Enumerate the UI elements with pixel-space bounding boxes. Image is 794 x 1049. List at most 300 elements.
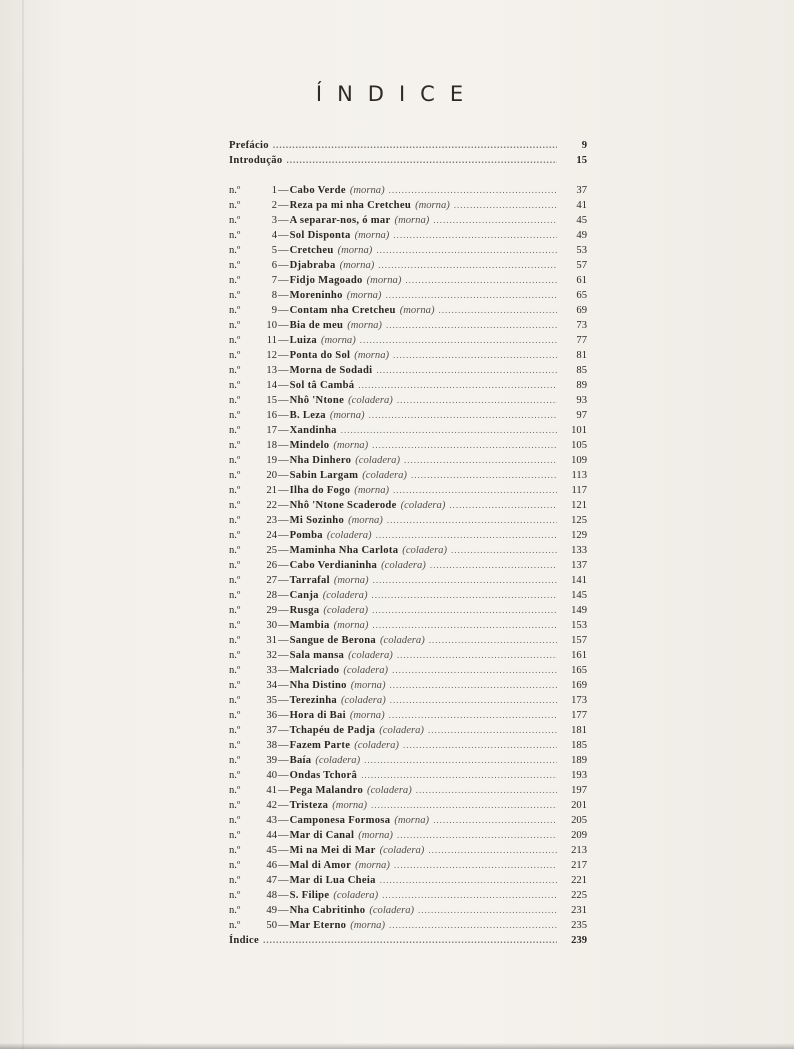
em-dash: — [278, 815, 289, 826]
em-dash: — [278, 770, 289, 781]
toc-index-number: 31 [266, 635, 277, 646]
toc-genre: (morna) [350, 680, 386, 691]
em-dash: — [278, 560, 289, 571]
toc-page-number: 173 [571, 695, 587, 706]
toc-row [229, 425, 587, 440]
leader-dots [429, 635, 557, 645]
em-dash: — [278, 710, 289, 721]
page-fold-shadow [22, 0, 24, 1049]
toc-number-prefix: n.º [229, 215, 241, 226]
toc-number-prefix: n.º [229, 560, 241, 571]
toc-genre: (morna) [394, 815, 430, 826]
toc-row [229, 920, 587, 935]
toc-index-number: 32 [266, 650, 277, 661]
leader-dots [393, 230, 557, 240]
toc-number-prefix: n.º [229, 755, 241, 766]
leader-dots [364, 755, 557, 765]
toc-entry-title: Tarrafal [289, 575, 330, 586]
toc-page-number: 37 [576, 185, 587, 196]
em-dash: — [278, 800, 289, 811]
leader-dots [389, 185, 557, 195]
toc-page-number: 121 [571, 500, 587, 511]
em-dash: — [278, 290, 289, 301]
toc-index-number: 1 [271, 185, 277, 196]
leader-dots [361, 770, 557, 780]
toc-genre: (morna) [348, 515, 383, 526]
em-dash: — [278, 260, 289, 271]
toc-entry-title: B. Leza [289, 410, 326, 421]
toc-index-number: 26 [266, 560, 277, 571]
toc-genre: (morna) [354, 230, 390, 241]
toc-number-prefix: n.º [229, 485, 241, 496]
toc-index-number: 45 [266, 845, 277, 856]
toc-genre: (coladera) [315, 755, 361, 766]
toc-genre: (coladera) [369, 905, 415, 916]
em-dash: — [278, 275, 289, 286]
em-dash: — [278, 665, 289, 676]
em-dash: — [278, 230, 289, 241]
toc-number-prefix: n.º [229, 530, 241, 541]
toc-row [229, 275, 587, 290]
toc-entry-title: Fidjo Magoado [289, 275, 363, 286]
toc-entry-title: Moreninho [289, 290, 343, 301]
em-dash: — [278, 620, 289, 631]
leader-dots [438, 305, 557, 315]
em-dash: — [278, 350, 289, 361]
toc-number-prefix: n.º [229, 335, 241, 346]
toc-entry-title: Cabo Verdianinha [289, 560, 378, 571]
toc-page-number: 225 [571, 890, 587, 901]
toc-entry-title: Nha Dinhero [289, 455, 352, 466]
toc-row [229, 725, 587, 740]
em-dash: — [278, 695, 289, 706]
toc-genre: (morna) [358, 830, 393, 841]
toc-entry-title: Sabin Largam [289, 470, 359, 481]
toc-number-prefix: n.º [229, 725, 241, 736]
leader-dots [387, 515, 557, 525]
em-dash: — [278, 185, 289, 196]
toc-index-number: 24 [266, 530, 277, 541]
leader-dots [404, 455, 557, 465]
toc-page-number: 73 [576, 320, 587, 331]
toc-row-front [229, 155, 587, 170]
toc-genre: (coladera) [323, 605, 369, 616]
toc-entry-title: Maminha Nha Carlota [289, 545, 399, 556]
toc-row [229, 515, 587, 530]
toc-index-number: 41 [266, 785, 277, 796]
toc-entry-title: Luiza [289, 335, 317, 346]
toc-index-number: 39 [266, 755, 277, 766]
toc-genre: (coladera) [380, 635, 425, 646]
toc-page-number: 109 [571, 455, 587, 466]
toc-page-number: 177 [571, 710, 587, 721]
toc-number-prefix: n.º [229, 395, 241, 406]
toc-genre: (morna) [394, 215, 430, 226]
leader-dots [397, 830, 557, 840]
toc-entry-title: Tristeza [289, 800, 329, 811]
toc-entry-title: Baía [289, 755, 312, 766]
toc-number-prefix: n.º [229, 695, 241, 706]
em-dash: — [278, 755, 289, 766]
toc-index-number: 44 [266, 830, 277, 841]
toc-page-number: 137 [571, 560, 587, 571]
toc-row [229, 680, 587, 695]
toc-page-number: 61 [576, 275, 587, 286]
toc-row [229, 815, 587, 830]
toc-row [229, 500, 587, 515]
em-dash: — [278, 530, 289, 541]
toc-page-number: 45 [576, 215, 587, 226]
toc-number-prefix: n.º [229, 620, 241, 631]
toc-genre: (morna) [349, 710, 385, 721]
toc-row [229, 260, 587, 275]
toc-number-prefix: n.º [229, 575, 241, 586]
toc-index-number: 38 [266, 740, 277, 751]
toc-entry-title: Reza pa mi nha Cretcheu [289, 200, 412, 211]
toc-index-number: 43 [266, 815, 277, 826]
toc-number-prefix: n.º [229, 200, 241, 211]
toc-genre: (morna) [350, 920, 385, 931]
toc-row [229, 695, 587, 710]
toc-page-number: 141 [571, 575, 587, 586]
toc-page-number: 221 [571, 875, 587, 886]
toc-row [229, 215, 587, 230]
toc-genre: (coladera) [367, 785, 412, 796]
toc-row [229, 785, 587, 800]
toc-page-number: 113 [571, 470, 587, 481]
toc-entry-title: Canja [289, 590, 319, 601]
toc-genre: (morna) [349, 185, 385, 196]
toc-genre: (morna) [333, 575, 369, 586]
toc-row [229, 560, 587, 575]
toc-number-prefix: n.º [229, 185, 241, 196]
toc-row-back [229, 935, 587, 950]
toc-row [229, 755, 587, 770]
toc-number-prefix: n.º [229, 470, 241, 481]
em-dash: — [278, 500, 289, 511]
toc-row [229, 830, 587, 845]
toc-index-number: 22 [266, 500, 277, 511]
section-gap [229, 170, 587, 185]
em-dash: — [278, 635, 289, 646]
leader-dots [428, 725, 557, 735]
toc-entry-title: Mi Sozinho [289, 515, 345, 526]
toc-entry-title: Prefácio [229, 140, 269, 151]
toc-index-number: 48 [266, 890, 277, 901]
toc-index-number: 14 [266, 380, 277, 391]
toc-entry-title: Bia de meu [289, 320, 344, 331]
toc-row [229, 665, 587, 680]
toc-entry-title: Pega Malandro [289, 785, 364, 796]
toc-number-prefix: n.º [229, 425, 241, 436]
toc-index-number: 30 [266, 620, 277, 631]
toc-entry-title: Nha Cabritinho [289, 905, 366, 916]
toc-entry-title: Pomba [289, 530, 323, 541]
em-dash: — [278, 920, 289, 931]
leader-dots [418, 905, 557, 915]
toc-genre: (morna) [333, 620, 369, 631]
toc-number-prefix: n.º [229, 665, 241, 676]
toc-page-number: 15 [576, 155, 587, 166]
toc-entry-title: Contam nha Cretcheu [289, 305, 396, 316]
toc-page-number: 145 [571, 590, 587, 601]
toc-index-number: 4 [271, 230, 277, 241]
toc-number-prefix: n.º [229, 365, 241, 376]
leader-dots [433, 215, 557, 225]
toc-index-number: 29 [266, 605, 277, 616]
toc-number-prefix: n.º [229, 905, 241, 916]
toc-entry-title: Cabo Verde [289, 185, 346, 196]
toc-index-number: 37 [266, 725, 277, 736]
leader-dots [341, 425, 557, 435]
toc-entry-title: Morna de Sodadi [289, 365, 373, 376]
leader-dots [376, 365, 557, 375]
toc-page-number: 93 [576, 395, 587, 406]
toc-row [229, 305, 587, 320]
toc-row [229, 365, 587, 380]
toc-index-number: 13 [266, 365, 277, 376]
toc-number-prefix: n.º [229, 860, 241, 871]
toc-entry-title: Fazem Parte [289, 740, 351, 751]
toc-index-number: 49 [266, 905, 277, 916]
toc-page-number: 217 [571, 860, 587, 871]
toc-index-number: 18 [266, 440, 277, 451]
leader-dots [358, 380, 557, 390]
toc-number-prefix: n.º [229, 875, 241, 886]
toc-number-prefix: n.º [229, 410, 241, 421]
toc-index-number: 7 [271, 275, 277, 286]
toc-row [229, 485, 587, 500]
leader-dots [369, 410, 557, 420]
toc-number-prefix: n.º [229, 500, 241, 511]
leader-dots [380, 875, 557, 885]
toc-page-number: 165 [571, 665, 587, 676]
toc-number-prefix: n.º [229, 380, 241, 391]
toc-row [229, 605, 587, 620]
toc-genre: (morna) [399, 305, 435, 316]
toc-genre: (coladera) [379, 725, 424, 736]
em-dash: — [278, 365, 289, 376]
toc-page-number: 193 [571, 770, 587, 781]
toc-genre: (coladera) [362, 470, 407, 481]
toc-number-prefix: n.º [229, 320, 241, 331]
toc-page-number: 205 [571, 815, 587, 826]
toc-index-number: 28 [266, 590, 277, 601]
toc-genre: (morna) [329, 410, 365, 421]
toc-page-number: 9 [581, 140, 587, 151]
toc-page-number: 77 [576, 335, 587, 346]
song-list [229, 185, 587, 935]
toc-index-number: 25 [266, 545, 277, 556]
toc-index-number: 16 [266, 410, 277, 421]
toc-row [229, 350, 587, 365]
toc-genre: (coladera) [343, 665, 389, 676]
em-dash: — [278, 380, 289, 391]
toc-entry-title: Mindelo [289, 440, 330, 451]
toc-index-number: 47 [266, 875, 277, 886]
toc-entry-title: Tchapéu de Padja [289, 725, 376, 736]
toc-index-number: 12 [266, 350, 277, 361]
toc-number-prefix: n.º [229, 275, 241, 286]
em-dash: — [278, 515, 289, 526]
em-dash: — [278, 785, 289, 796]
em-dash: — [278, 680, 289, 691]
toc-row [229, 320, 587, 335]
em-dash: — [278, 875, 289, 886]
toc-entry-title: Nha Distino [289, 680, 347, 691]
em-dash: — [278, 440, 289, 451]
toc-entry-title: Ponta do Sol [289, 350, 351, 361]
toc-index-number: 6 [271, 260, 277, 271]
toc-entry-title: Sala mansa [289, 650, 345, 661]
toc-entry-title: Hora di Bai [289, 710, 346, 721]
toc-row [229, 230, 587, 245]
toc-row [229, 635, 587, 650]
em-dash: — [278, 905, 289, 916]
toc-row [229, 620, 587, 635]
leader-dots [393, 485, 557, 495]
toc-genre: (morna) [332, 800, 368, 811]
toc-number-prefix: n.º [229, 590, 241, 601]
toc-row [229, 575, 587, 590]
toc-genre: (morna) [339, 260, 375, 271]
leader-dots [433, 815, 557, 825]
toc-number-prefix: n.º [229, 440, 241, 451]
toc-page-number: 81 [576, 350, 587, 361]
toc-number-prefix: n.º [229, 350, 241, 361]
toc-row [229, 650, 587, 665]
toc-index-number: 3 [271, 215, 277, 226]
toc-index-number: 46 [266, 860, 277, 871]
leader-dots [382, 890, 557, 900]
toc-row [229, 800, 587, 815]
toc-index-number: 27 [266, 575, 277, 586]
toc-index-number: 36 [266, 710, 277, 721]
toc-page-number: 57 [576, 260, 587, 271]
toc-entry-title: Ondas Tchorâ [289, 770, 358, 781]
em-dash: — [278, 740, 289, 751]
toc-index-number: 40 [266, 770, 277, 781]
toc-genre: (morna) [321, 335, 356, 346]
toc-row [229, 860, 587, 875]
em-dash: — [278, 470, 289, 481]
toc-entry-title: Índice [229, 935, 260, 946]
toc-entry-title: Mi na Mei di Mar [289, 845, 376, 856]
toc-genre: (morna) [366, 275, 402, 286]
toc-genre: (morna) [347, 320, 382, 331]
toc-entry-title: Nhô 'Ntone Scaderode [289, 500, 397, 511]
toc-index-number: 50 [266, 920, 277, 931]
toc-row [229, 545, 587, 560]
toc-entry-title: Cretcheu [289, 245, 334, 256]
toc-number-prefix: n.º [229, 800, 241, 811]
toc-row [229, 410, 587, 425]
toc-number-prefix: n.º [229, 710, 241, 721]
leader-dots [371, 590, 557, 600]
toc-index-number: 33 [266, 665, 277, 676]
em-dash: — [278, 725, 289, 736]
toc-page-number: 201 [571, 800, 587, 811]
toc-row [229, 710, 587, 725]
toc-index-number: 5 [271, 245, 277, 256]
table-of-contents [229, 140, 587, 950]
toc-row [229, 335, 587, 350]
toc-row [229, 290, 587, 305]
toc-page-number: 133 [571, 545, 587, 556]
toc-number-prefix: n.º [229, 650, 241, 661]
toc-genre: (coladera) [381, 560, 426, 571]
toc-entry-title: S. Filipe [289, 890, 330, 901]
leader-dots [376, 245, 557, 255]
toc-genre: (morna) [355, 860, 390, 871]
toc-row [229, 455, 587, 470]
toc-page-number: 185 [571, 740, 587, 751]
toc-row [229, 200, 587, 215]
toc-page-number: 239 [571, 935, 587, 946]
toc-entry-title: Sangue de Berona [289, 635, 377, 646]
toc-index-number: 11 [266, 335, 277, 346]
toc-number-prefix: n.º [229, 290, 241, 301]
toc-number-prefix: n.º [229, 785, 241, 796]
em-dash: — [278, 305, 289, 316]
toc-entry-title: Mar di Canal [289, 830, 355, 841]
toc-entry-title: Sol tâ Cambá [289, 380, 355, 391]
leader-dots [393, 350, 557, 360]
toc-row [229, 740, 587, 755]
toc-row [229, 395, 587, 410]
toc-page-number: 97 [576, 410, 587, 421]
toc-row [229, 845, 587, 860]
em-dash: — [278, 830, 289, 841]
toc-number-prefix: n.º [229, 260, 241, 271]
leader-dots [430, 560, 557, 570]
toc-page-number: 85 [576, 365, 587, 376]
toc-row [229, 185, 587, 200]
toc-genre: (coladera) [379, 845, 425, 856]
page-bottom-edge [0, 1043, 794, 1049]
toc-number-prefix: n.º [229, 455, 241, 466]
toc-row [229, 470, 587, 485]
toc-row [229, 590, 587, 605]
toc-page-number: 125 [571, 515, 587, 526]
toc-entry-title: Xandinha [289, 425, 337, 436]
toc-page-number: 65 [576, 290, 587, 301]
leader-dots [416, 785, 557, 795]
toc-number-prefix: n.º [229, 515, 241, 526]
toc-genre: (morna) [354, 350, 390, 361]
toc-row [229, 380, 587, 395]
toc-page-number: 169 [571, 680, 587, 691]
leader-dots [394, 860, 557, 870]
leader-dots [390, 680, 558, 690]
toc-genre: (coladera) [333, 890, 379, 901]
toc-index-number: 34 [266, 680, 277, 691]
leader-dots [428, 845, 557, 855]
toc-page-number: 149 [571, 605, 587, 616]
toc-genre: (morna) [333, 440, 369, 451]
toc-entry-title: Mambia [289, 620, 330, 631]
leader-dots [389, 710, 557, 720]
toc-genre: (coladera) [402, 545, 448, 556]
leader-dots [263, 935, 557, 945]
toc-number-prefix: n.º [229, 230, 241, 241]
leader-dots [411, 470, 557, 480]
em-dash: — [278, 575, 289, 586]
toc-number-prefix: n.º [229, 890, 241, 901]
toc-row [229, 875, 587, 890]
toc-page-number: 235 [571, 920, 587, 931]
toc-row [229, 245, 587, 260]
